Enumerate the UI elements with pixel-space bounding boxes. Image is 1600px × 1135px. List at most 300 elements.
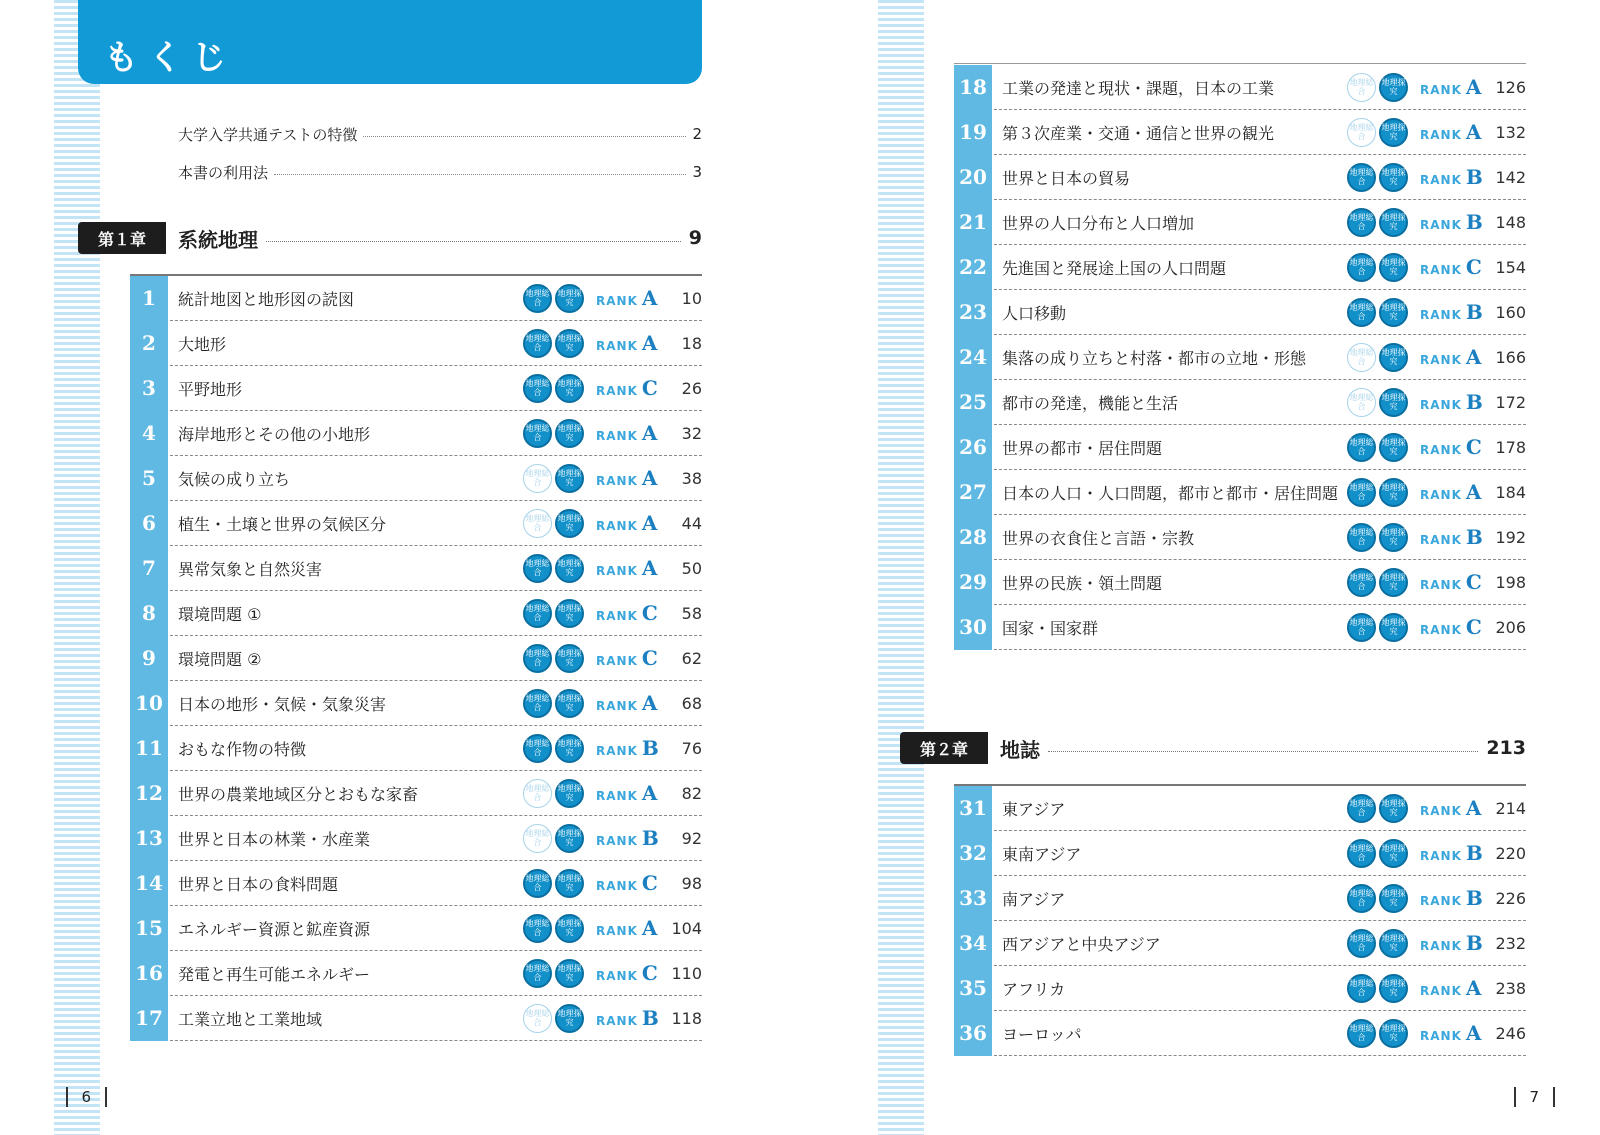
item-page: 126 xyxy=(1495,77,1526,97)
page-number-left xyxy=(52,1087,121,1107)
rank-value: C xyxy=(641,646,658,670)
item-number: 2 xyxy=(130,321,168,366)
contents-header xyxy=(78,0,702,84)
item-page: 10 xyxy=(681,288,702,308)
leader-dots xyxy=(363,136,686,137)
item-title: おもな作物の特徴 xyxy=(178,739,307,759)
item-page: 226 xyxy=(1495,888,1526,908)
chiri-tankyu-badge: 地理探究 xyxy=(1379,929,1408,958)
item-title: 海岸地形とその他の小地形 xyxy=(178,424,371,444)
intro-label: 大学入学共通テストの特徴 xyxy=(178,125,358,144)
toc-row-36[interactable] xyxy=(954,1011,1526,1056)
toc-row-15[interactable] xyxy=(130,906,702,951)
toc-row-21[interactable] xyxy=(954,200,1526,245)
toc-row-29[interactable] xyxy=(954,560,1526,605)
chiri-sogo-badge: 地理総合 xyxy=(523,464,552,493)
subject-badges xyxy=(523,734,584,763)
item-title: 日本の地形・気候・気象災害 xyxy=(178,694,387,714)
chiri-sogo-badge: 地理総合 xyxy=(1347,163,1376,192)
chiri-tankyu-badge: 地理探究 xyxy=(1379,884,1408,913)
rank-word: RANK xyxy=(1420,804,1462,818)
item-title: 平野地形 xyxy=(178,379,243,399)
leader-dots xyxy=(266,241,681,242)
rank-word: RANK xyxy=(1420,263,1462,277)
item-title: 世界の農業地域区分とおもな家畜 xyxy=(178,784,419,804)
item-title: 西アジアと中央アジア xyxy=(1002,934,1161,954)
rank-word: RANK xyxy=(1420,578,1462,592)
intro-page: 3 xyxy=(692,163,702,181)
item-number: 32 xyxy=(954,831,992,876)
chapter-2-heading[interactable] xyxy=(900,732,1526,764)
chiri-sogo-badge: 地理総合 xyxy=(523,329,552,358)
rank-word: RANK xyxy=(1420,894,1462,908)
item-number: 20 xyxy=(954,155,992,200)
chiri-sogo-badge: 地理総合 xyxy=(523,419,552,448)
rank-label xyxy=(1420,120,1492,144)
chiri-tankyu-badge: 地理探究 xyxy=(555,329,584,358)
item-page: 68 xyxy=(681,693,702,713)
toc-row-11[interactable] xyxy=(130,726,702,771)
item-page: 44 xyxy=(681,513,702,533)
subject-badges xyxy=(1347,839,1408,868)
right-decorative-stripe xyxy=(878,0,924,1135)
chiri-tankyu-badge: 地理探究 xyxy=(555,914,584,943)
item-page: 148 xyxy=(1495,212,1526,232)
item-page: 82 xyxy=(681,783,702,803)
chiri-tankyu-badge: 地理探究 xyxy=(1379,794,1408,823)
subject-badges xyxy=(523,779,584,808)
chiri-tankyu-badge: 地理探究 xyxy=(1379,523,1408,552)
toc-row-23[interactable] xyxy=(954,290,1526,335)
item-page: 132 xyxy=(1495,122,1526,142)
chapter-badge: 第２章 xyxy=(900,732,988,764)
rank-label xyxy=(596,916,668,940)
item-page: 172 xyxy=(1495,392,1526,412)
chiri-sogo-badge: 地理総合 xyxy=(1347,523,1376,552)
toc-row-30[interactable] xyxy=(954,605,1526,650)
item-number: 29 xyxy=(954,560,992,605)
item-title: エネルギー資源と鉱産資源 xyxy=(178,919,371,939)
item-number: 12 xyxy=(130,771,168,816)
item-title: 都市の発達，機能と生活 xyxy=(1002,393,1179,413)
rank-label xyxy=(596,331,668,355)
rank-value: C xyxy=(1465,435,1482,459)
rank-value: A xyxy=(641,781,658,805)
subject-badges xyxy=(523,509,584,538)
chiri-tankyu-badge: 地理探究 xyxy=(1379,974,1408,1003)
chiri-sogo-badge: 地理総合 xyxy=(1347,974,1376,1003)
toc-row-26[interactable] xyxy=(954,425,1526,470)
rank-value: C xyxy=(1465,615,1482,639)
rank-word: RANK xyxy=(1420,218,1462,232)
chiri-sogo-badge: 地理総合 xyxy=(523,284,552,313)
chiri-tankyu-badge: 地理探究 xyxy=(1379,839,1408,868)
toc-row-28[interactable] xyxy=(954,515,1526,560)
item-title: 人口移動 xyxy=(1002,303,1067,323)
rank-label xyxy=(1420,841,1492,865)
rank-value: A xyxy=(1465,75,1482,99)
item-title: 異常気象と自然災害 xyxy=(178,559,323,579)
item-title: 日本の人口・人口問題，都市と都市・居住問題 xyxy=(1002,483,1339,503)
item-title: 工業の発達と現状・課題，日本の工業 xyxy=(1002,78,1275,98)
rank-word: RANK xyxy=(1420,353,1462,367)
toc-row-20[interactable] xyxy=(954,155,1526,200)
chiri-sogo-badge: 地理総合 xyxy=(523,779,552,808)
rank-label xyxy=(1420,435,1492,459)
chiri-tankyu-badge: 地理探究 xyxy=(1379,73,1408,102)
toc-row-4[interactable] xyxy=(130,411,702,456)
rank-value: A xyxy=(641,556,658,580)
chiri-tankyu-badge: 地理探究 xyxy=(1379,433,1408,462)
item-page: 220 xyxy=(1495,843,1526,863)
item-title: 工業立地と工業地域 xyxy=(178,1009,323,1029)
rank-label xyxy=(596,511,668,535)
subject-badges xyxy=(1347,73,1408,102)
item-title: 南アジア xyxy=(1002,889,1066,909)
rank-word: RANK xyxy=(596,564,638,578)
chiri-tankyu-badge: 地理探究 xyxy=(1379,208,1408,237)
rank-label xyxy=(1420,75,1492,99)
item-title: 環境問題 ② xyxy=(178,649,262,669)
chapter-title: 地誌 xyxy=(1000,737,1040,762)
rank-label xyxy=(596,466,668,490)
rank-label xyxy=(1420,615,1492,639)
rank-label xyxy=(1420,165,1492,189)
toc-row-9[interactable] xyxy=(130,636,702,681)
rank-label xyxy=(596,691,668,715)
rank-value: C xyxy=(641,376,658,400)
rank-value: C xyxy=(641,871,658,895)
item-number: 28 xyxy=(954,515,992,560)
rank-value: B xyxy=(1465,210,1483,234)
intro-item-features[interactable] xyxy=(178,122,702,146)
rank-value: A xyxy=(641,466,658,490)
chapter-1-heading[interactable] xyxy=(78,222,702,254)
toc-row-18[interactable] xyxy=(954,65,1526,110)
leader-dots xyxy=(274,174,686,175)
item-title: 第３次産業・交通・通信と世界の観光 xyxy=(1002,123,1275,143)
toc-row-25[interactable] xyxy=(954,380,1526,425)
intro-item-usage[interactable] xyxy=(178,160,702,184)
item-number: 4 xyxy=(130,411,168,456)
rank-label xyxy=(1420,1021,1492,1045)
item-title: ヨーロッパ xyxy=(1002,1024,1082,1044)
item-number: 36 xyxy=(954,1011,992,1056)
item-page: 58 xyxy=(681,603,702,623)
item-page: 110 xyxy=(671,963,702,983)
chiri-tankyu-badge: 地理探究 xyxy=(1379,388,1408,417)
rank-word: RANK xyxy=(596,339,638,353)
subject-badges xyxy=(1347,929,1408,958)
chiri-tankyu-badge: 地理探究 xyxy=(1379,298,1408,327)
subject-badges xyxy=(1347,523,1408,552)
rank-label xyxy=(596,556,668,580)
toc-row-24[interactable] xyxy=(954,335,1526,380)
rank-label xyxy=(1420,390,1492,414)
toc-row-14[interactable] xyxy=(130,861,702,906)
item-number: 35 xyxy=(954,966,992,1011)
rank-word: RANK xyxy=(596,789,638,803)
rank-value: A xyxy=(641,916,658,940)
toc-row-19[interactable] xyxy=(954,110,1526,155)
rank-value: A xyxy=(641,691,658,715)
item-number: 31 xyxy=(954,786,992,831)
chiri-sogo-badge: 地理総合 xyxy=(523,824,552,853)
item-title: 東アジア xyxy=(1002,799,1066,819)
chiri-sogo-badge: 地理総合 xyxy=(523,689,552,718)
rank-word: RANK xyxy=(1420,443,1462,457)
item-number: 17 xyxy=(130,996,168,1041)
intro-label: 本書の利用法 xyxy=(178,163,269,182)
item-title: 世界と日本の林業・水産業 xyxy=(178,829,371,849)
toc-list-chapter-1-cont xyxy=(954,65,1526,650)
item-page: 160 xyxy=(1495,302,1526,322)
subject-badges xyxy=(1347,208,1408,237)
item-title: 世界の都市・居住問題 xyxy=(1002,438,1163,458)
rank-label xyxy=(596,871,668,895)
item-number: 3 xyxy=(130,366,168,411)
chapter-page: 213 xyxy=(1486,737,1526,759)
item-number: 30 xyxy=(954,605,992,650)
chapter-title: 系統地理 xyxy=(178,227,258,252)
subject-badges xyxy=(1347,613,1408,642)
subject-badges xyxy=(523,959,584,988)
rank-word: RANK xyxy=(1420,173,1462,187)
item-page: 18 xyxy=(681,333,702,353)
rank-value: C xyxy=(1465,570,1482,594)
subject-badges xyxy=(523,419,584,448)
rank-word: RANK xyxy=(1420,849,1462,863)
chiri-sogo-badge: 地理総合 xyxy=(1347,298,1376,327)
chiri-sogo-badge: 地理総合 xyxy=(1347,208,1376,237)
toc-row-7[interactable] xyxy=(130,546,702,591)
rank-value: A xyxy=(641,331,658,355)
item-title: 世界と日本の貿易 xyxy=(1002,168,1131,188)
toc-row-13[interactable] xyxy=(130,816,702,861)
rank-value: B xyxy=(1465,300,1483,324)
rank-label xyxy=(1420,570,1492,594)
toc-row-2[interactable] xyxy=(130,321,702,366)
toc-row-5[interactable] xyxy=(130,456,702,501)
item-number: 14 xyxy=(130,861,168,906)
page-number: 6 xyxy=(81,1088,92,1106)
toc-row-35[interactable] xyxy=(954,966,1526,1011)
rank-value: A xyxy=(641,421,658,445)
rank-label xyxy=(1420,525,1492,549)
chiri-tankyu-badge: 地理探究 xyxy=(555,869,584,898)
subject-badges xyxy=(1347,884,1408,913)
rank-word: RANK xyxy=(596,519,638,533)
toc-row-6[interactable] xyxy=(130,501,702,546)
item-number: 21 xyxy=(954,200,992,245)
subject-badges xyxy=(523,284,584,313)
chiri-tankyu-badge: 地理探究 xyxy=(555,689,584,718)
leader-dots xyxy=(1048,751,1478,752)
item-number: 11 xyxy=(130,726,168,771)
item-page: 118 xyxy=(671,1008,702,1028)
toc-list-chapter-2 xyxy=(954,786,1526,1056)
item-number: 33 xyxy=(954,876,992,921)
rank-word: RANK xyxy=(596,609,638,623)
rank-word: RANK xyxy=(596,1014,638,1028)
item-page: 32 xyxy=(681,423,702,443)
item-title: 世界の民族・領土問題 xyxy=(1002,573,1163,593)
chiri-sogo-badge: 地理総合 xyxy=(523,554,552,583)
chiri-tankyu-badge: 地理探究 xyxy=(555,419,584,448)
subject-badges xyxy=(1347,568,1408,597)
chiri-sogo-badge: 地理総合 xyxy=(1347,433,1376,462)
chiri-tankyu-badge: 地理探究 xyxy=(1379,613,1408,642)
item-number: 9 xyxy=(130,636,168,681)
item-number: 5 xyxy=(130,456,168,501)
item-number: 15 xyxy=(130,906,168,951)
toc-list-chapter-1 xyxy=(130,276,702,1041)
toc-row-22[interactable] xyxy=(954,245,1526,290)
toc-row-17[interactable] xyxy=(130,996,702,1041)
rank-label xyxy=(1420,886,1492,910)
subject-badges xyxy=(1347,343,1408,372)
rank-word: RANK xyxy=(596,879,638,893)
page-number-right xyxy=(1500,1087,1569,1107)
item-page: 178 xyxy=(1495,437,1526,457)
rank-word: RANK xyxy=(1420,533,1462,547)
chiri-sogo-badge: 地理総合 xyxy=(1347,884,1376,913)
chiri-tankyu-badge: 地理探究 xyxy=(1379,478,1408,507)
toc-row-10[interactable] xyxy=(130,681,702,726)
chiri-sogo-badge: 地理総合 xyxy=(523,374,552,403)
rank-value: A xyxy=(1465,345,1482,369)
rank-value: A xyxy=(1465,796,1482,820)
chiri-sogo-badge: 地理総合 xyxy=(1347,343,1376,372)
item-page: 198 xyxy=(1495,572,1526,592)
item-number: 1 xyxy=(130,276,168,321)
chiri-sogo-badge: 地理総合 xyxy=(1347,1019,1376,1048)
chiri-sogo-badge: 地理総合 xyxy=(523,509,552,538)
item-page: 38 xyxy=(681,468,702,488)
item-page: 238 xyxy=(1495,978,1526,998)
rank-label xyxy=(1420,976,1492,1000)
item-title: 東南アジア xyxy=(1002,844,1082,864)
rank-label xyxy=(1420,796,1492,820)
rank-word: RANK xyxy=(1420,308,1462,322)
item-page: 154 xyxy=(1495,257,1526,277)
rank-word: RANK xyxy=(596,834,638,848)
chiri-tankyu-badge: 地理探究 xyxy=(555,959,584,988)
top-rule xyxy=(954,63,1526,64)
item-number: 10 xyxy=(130,681,168,726)
rank-word: RANK xyxy=(1420,939,1462,953)
intro-page: 2 xyxy=(692,125,702,143)
left-decorative-stripe xyxy=(54,0,100,1135)
item-title: 先進国と発展途上国の人口問題 xyxy=(1002,258,1227,278)
toc-row-31[interactable] xyxy=(954,786,1526,831)
rank-label xyxy=(596,961,668,985)
chiri-tankyu-badge: 地理探究 xyxy=(1379,163,1408,192)
item-page: 76 xyxy=(681,738,702,758)
rank-label xyxy=(1420,255,1492,279)
item-number: 24 xyxy=(954,335,992,380)
item-number: 18 xyxy=(954,65,992,110)
subject-badges xyxy=(523,374,584,403)
toc-row-3[interactable] xyxy=(130,366,702,411)
item-page: 92 xyxy=(681,828,702,848)
item-page: 62 xyxy=(681,648,702,668)
subject-badges xyxy=(523,554,584,583)
subject-badges xyxy=(1347,388,1408,417)
chiri-tankyu-badge: 地理探究 xyxy=(555,1004,584,1033)
toc-row-16[interactable] xyxy=(130,951,702,996)
rank-word: RANK xyxy=(596,969,638,983)
item-number: 27 xyxy=(954,470,992,515)
rank-word: RANK xyxy=(1420,83,1462,97)
chiri-tankyu-badge: 地理探究 xyxy=(555,374,584,403)
toc-row-34[interactable] xyxy=(954,921,1526,966)
chiri-sogo-badge: 地理総合 xyxy=(1347,613,1376,642)
toc-row-12[interactable] xyxy=(130,771,702,816)
item-number: 23 xyxy=(954,290,992,335)
chiri-tankyu-badge: 地理探究 xyxy=(555,284,584,313)
item-title: 大地形 xyxy=(178,334,227,354)
subject-badges xyxy=(523,824,584,853)
chiri-sogo-badge: 地理総合 xyxy=(1347,118,1376,147)
item-number: 13 xyxy=(130,816,168,861)
rank-label xyxy=(1420,210,1492,234)
toc-row-27[interactable] xyxy=(954,470,1526,515)
rank-label xyxy=(596,376,668,400)
subject-badges xyxy=(1347,118,1408,147)
rank-value: C xyxy=(1465,255,1482,279)
item-title: 集落の成り立ちと村落・都市の立地・形態 xyxy=(1002,348,1307,368)
item-page: 50 xyxy=(681,558,702,578)
rank-value: B xyxy=(641,826,659,850)
rank-word: RANK xyxy=(596,429,638,443)
page-title: もくじ xyxy=(104,38,236,78)
rank-word: RANK xyxy=(1420,398,1462,412)
rank-value: B xyxy=(1465,931,1483,955)
rank-word: RANK xyxy=(596,924,638,938)
rank-value: A xyxy=(641,511,658,535)
rank-label xyxy=(596,421,668,445)
chiri-sogo-badge: 地理総合 xyxy=(1347,73,1376,102)
chiri-sogo-badge: 地理総合 xyxy=(523,869,552,898)
toc-row-33[interactable] xyxy=(954,876,1526,921)
rank-value: A xyxy=(1465,1021,1482,1045)
item-title: 世界と日本の食料問題 xyxy=(178,874,339,894)
subject-badges xyxy=(523,644,584,673)
item-title: 統計地図と地形図の読図 xyxy=(178,289,355,309)
rank-label xyxy=(596,601,668,625)
chiri-tankyu-badge: 地理探究 xyxy=(555,464,584,493)
item-number: 7 xyxy=(130,546,168,591)
chiri-sogo-badge: 地理総合 xyxy=(523,644,552,673)
chiri-sogo-badge: 地理総合 xyxy=(523,734,552,763)
rank-value: A xyxy=(1465,480,1482,504)
rank-word: RANK xyxy=(596,744,638,758)
item-number: 8 xyxy=(130,591,168,636)
toc-row-32[interactable] xyxy=(954,831,1526,876)
chiri-sogo-badge: 地理総合 xyxy=(1347,794,1376,823)
rank-word: RANK xyxy=(596,294,638,308)
chiri-tankyu-badge: 地理探究 xyxy=(1379,118,1408,147)
chiri-tankyu-badge: 地理探究 xyxy=(1379,253,1408,282)
toc-row-8[interactable] xyxy=(130,591,702,636)
rank-label xyxy=(1420,300,1492,324)
subject-badges xyxy=(523,464,584,493)
toc-row-1[interactable] xyxy=(130,276,702,321)
item-number: 16 xyxy=(130,951,168,996)
item-page: 206 xyxy=(1495,617,1526,637)
item-title: 発電と再生可能エネルギー xyxy=(178,964,371,984)
